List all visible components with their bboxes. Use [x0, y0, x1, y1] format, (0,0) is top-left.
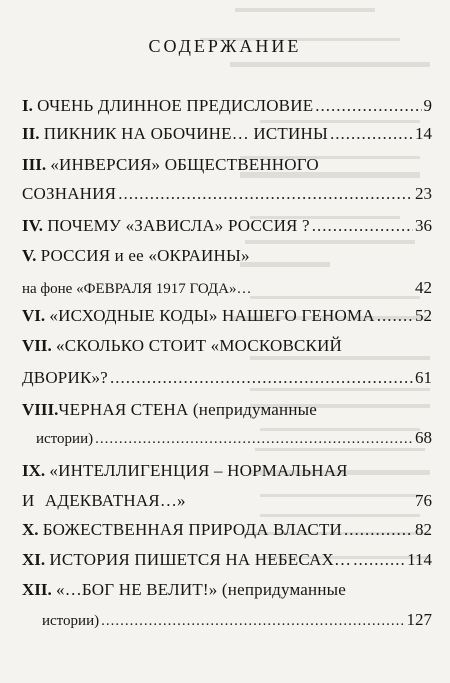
- chapter-number: VIII.: [22, 400, 59, 419]
- dot-leader: [330, 122, 413, 146]
- toc-entry: [22, 244, 432, 268]
- chapter-number: XII.: [22, 580, 52, 599]
- page-number: 127: [406, 610, 432, 629]
- dot-leader: [344, 518, 413, 542]
- chapter-number: XI.: [22, 550, 46, 569]
- toc-entry-continuation: [22, 426, 432, 450]
- chapter-number: I.: [22, 96, 33, 115]
- page-number: 68: [415, 428, 432, 447]
- chapter-title-continuation: СОЗНАНИЯ: [22, 184, 117, 203]
- page-number: 14: [415, 124, 432, 143]
- chapter-title: «ИНТЕЛЛИГЕНЦИЯ – НОРМАЛЬНАЯ: [49, 461, 348, 480]
- chapter-number: X.: [22, 520, 39, 539]
- chapter-number: IV.: [22, 216, 43, 235]
- toc-entry: [22, 518, 432, 542]
- chapter-title: «…БОГ НЕ ВЕЛИТ!» (непридуманные: [56, 580, 347, 599]
- dot-leader: [377, 304, 413, 328]
- dot-leader: [312, 214, 413, 238]
- toc-entry: [22, 153, 432, 177]
- dot-leader: [95, 427, 413, 451]
- chapter-title: «СКОЛЬКО СТОИТ «МОСКОВСКИЙ: [56, 336, 343, 355]
- chapter-title-continuation: истории): [36, 431, 94, 447]
- toc-entry: [22, 459, 432, 483]
- page-number: 42: [415, 278, 432, 297]
- chapter-title-continuation: ДВОРИК»?: [22, 368, 108, 387]
- chapter-number: II.: [22, 124, 40, 143]
- page-number: 114: [407, 550, 432, 569]
- page-number: 23: [415, 184, 432, 203]
- toc-entry-continuation: [22, 608, 432, 632]
- dot-leader: [118, 182, 413, 206]
- toc-entry-continuation: [22, 276, 432, 300]
- toc-entry: [22, 214, 432, 238]
- toc-entry: [22, 304, 432, 328]
- toc-entry: [22, 122, 432, 146]
- chapter-title-continuation: на фоне «ФЕВРАЛЯ 1917 ГОДА»…: [22, 281, 252, 297]
- page-number: 82: [415, 520, 432, 539]
- chapter-title: «ИСХОДНЫЕ КОДЫ» НАШЕГО ГЕНОМА: [49, 306, 375, 325]
- toc-entry: [22, 94, 432, 118]
- toc-entry-continuation: [22, 489, 432, 513]
- chapter-title: ОЧЕНЬ ДЛИННОЕ ПРЕДИСЛОВИЕ: [37, 96, 314, 115]
- chapter-title: РОССИЯ и ее «ОКРАИНЫ»: [40, 246, 250, 265]
- toc-entry-continuation: [22, 366, 432, 390]
- toc-entry: [22, 334, 432, 358]
- chapter-title: ПОЧЕМУ «ЗАВИСЛА» РОССИЯ ?: [47, 216, 310, 235]
- chapter-number: IX.: [22, 461, 46, 480]
- dot-leader: [353, 548, 405, 572]
- chapter-title: ЧЕРНАЯ СТЕНА (непридуманные: [58, 400, 317, 419]
- dot-leader: [101, 609, 404, 633]
- chapter-number: VI.: [22, 306, 46, 325]
- chapter-number: III.: [22, 155, 47, 174]
- chapter-number: V.: [22, 246, 37, 265]
- chapter-title-continuation: истории): [42, 613, 100, 629]
- page-number: 9: [423, 96, 432, 115]
- chapter-title: «ИНВЕРСИЯ» ОБЩЕСТВЕННОГО: [50, 155, 319, 174]
- chapter-number: VII.: [22, 336, 52, 355]
- toc-entry-continuation: [22, 182, 432, 206]
- dot-leader: [315, 94, 421, 118]
- toc-entry: [22, 578, 432, 602]
- toc-entry: [22, 398, 432, 422]
- page-title: СОДЕРЖАНИЕ: [148, 36, 302, 56]
- page-number: 36: [415, 216, 432, 235]
- page-number: 76: [415, 491, 432, 510]
- chapter-title-continuation: И АДЕКВАТНАЯ…»: [22, 491, 186, 510]
- dot-leader: [110, 366, 413, 390]
- chapter-title: БОЖЕСТВЕННАЯ ПРИРОДА ВЛАСТИ: [42, 520, 343, 539]
- chapter-title: ИСТОРИЯ ПИШЕТСЯ НА НЕБЕСАХ…: [49, 550, 352, 569]
- page-number: 61: [415, 368, 432, 387]
- page-number: 52: [415, 306, 432, 325]
- toc-entry: [22, 548, 432, 572]
- chapter-title: ПИКНИК НА ОБОЧИНЕ… ИСТИНЫ: [43, 124, 328, 143]
